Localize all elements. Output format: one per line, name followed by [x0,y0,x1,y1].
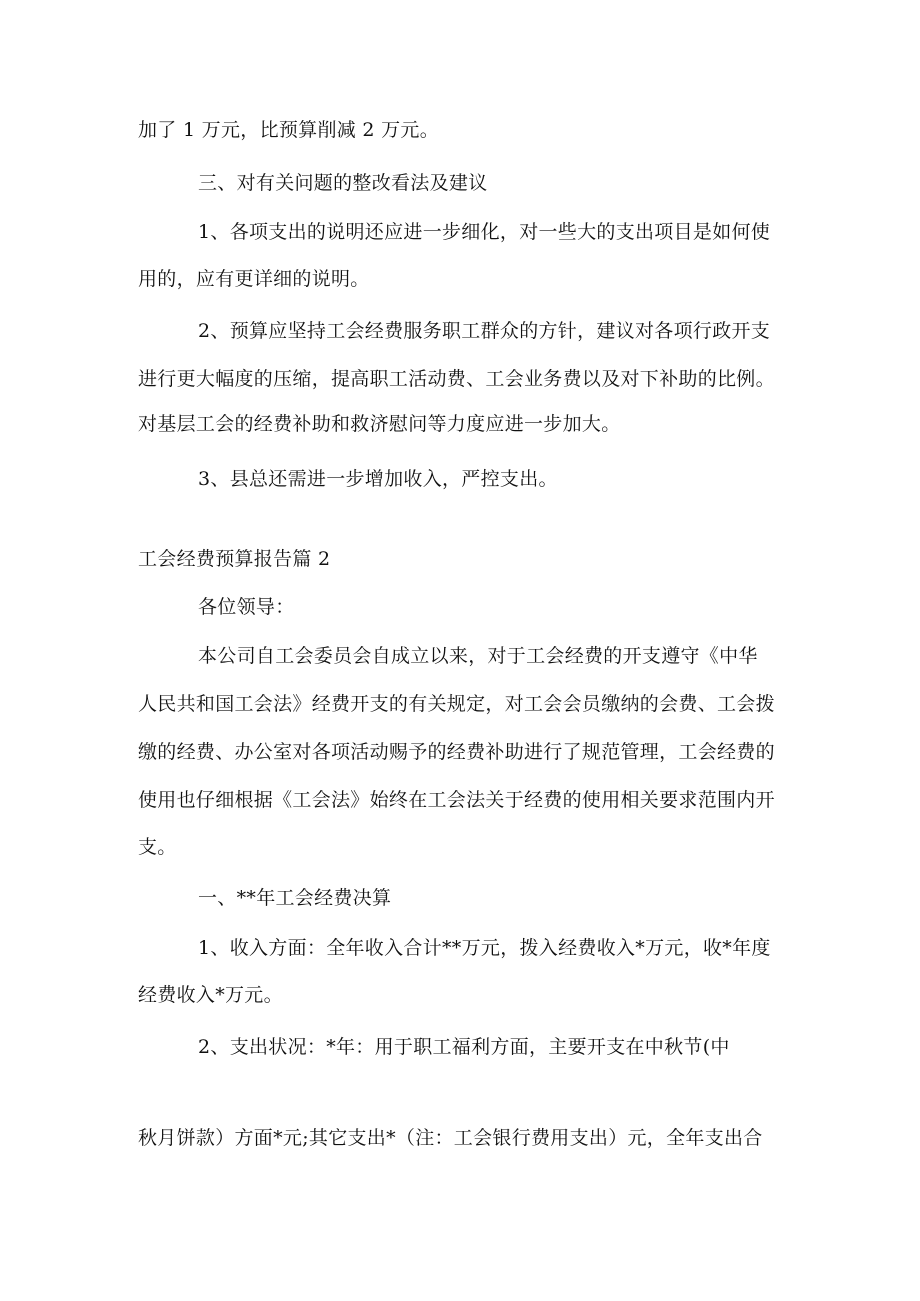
article-title: 工会经费预算报告篇 2 [138,548,331,570]
text-line: 1、各项支出的说明还应进一步细化，对一些大的支出项目是如何使 [198,221,771,243]
section-heading: 一、**年工会经费决算 [198,887,392,909]
text-line: 人民共和国工会法》经费开支的有关规定，对工会会员缴纳的会费、工会拨 [138,693,775,715]
text-line: 2、预算应坚持工会经费服务职工群众的方针，建议对各项行政开支 [198,320,771,342]
text-line: 使用也仔细根据《工会法》始终在工会法关于经费的使用相关要求范围内开 [138,789,775,811]
section-heading: 三、对有关问题的整改看法及建议 [198,172,488,194]
text-line: 进行更大幅度的压缩，提高职工活动费、工会业务费以及对下补助的比例。 [138,368,775,390]
text-line: 缴的经费、办公室对各项活动赐予的经费补助进行了规范管理，工会经费的 [138,741,775,763]
text-line: 本公司自工会委员会自成立以来，对于工会经费的开支遵守《中华 [198,645,758,667]
text-line: 支。 [138,836,177,858]
salutation: 各位领导： [198,596,295,618]
text-line: 加了 1 万元，比预算削减 2 万元。 [138,119,440,141]
text-line: 对基层工会的经费补助和救济慰问等力度应进一步加大。 [138,413,621,435]
text-line: 用的，应有更详细的说明。 [138,268,370,290]
text-line: 秋月饼款）方面*元;其它支出*（注：工会银行费用支出）元，全年支出合 [138,1127,763,1149]
text-line: 2、支出状况：*年：用于职工福利方面，主要开支在中秋节(中 [198,1036,730,1058]
text-line: 经费收入*万元。 [138,984,283,1006]
text-line: 1、收入方面：全年收入合计**万元，拨入经费收入*万元，收*年度 [198,937,771,959]
text-line: 3、县总还需进一步增加收入，严控支出。 [198,468,558,490]
